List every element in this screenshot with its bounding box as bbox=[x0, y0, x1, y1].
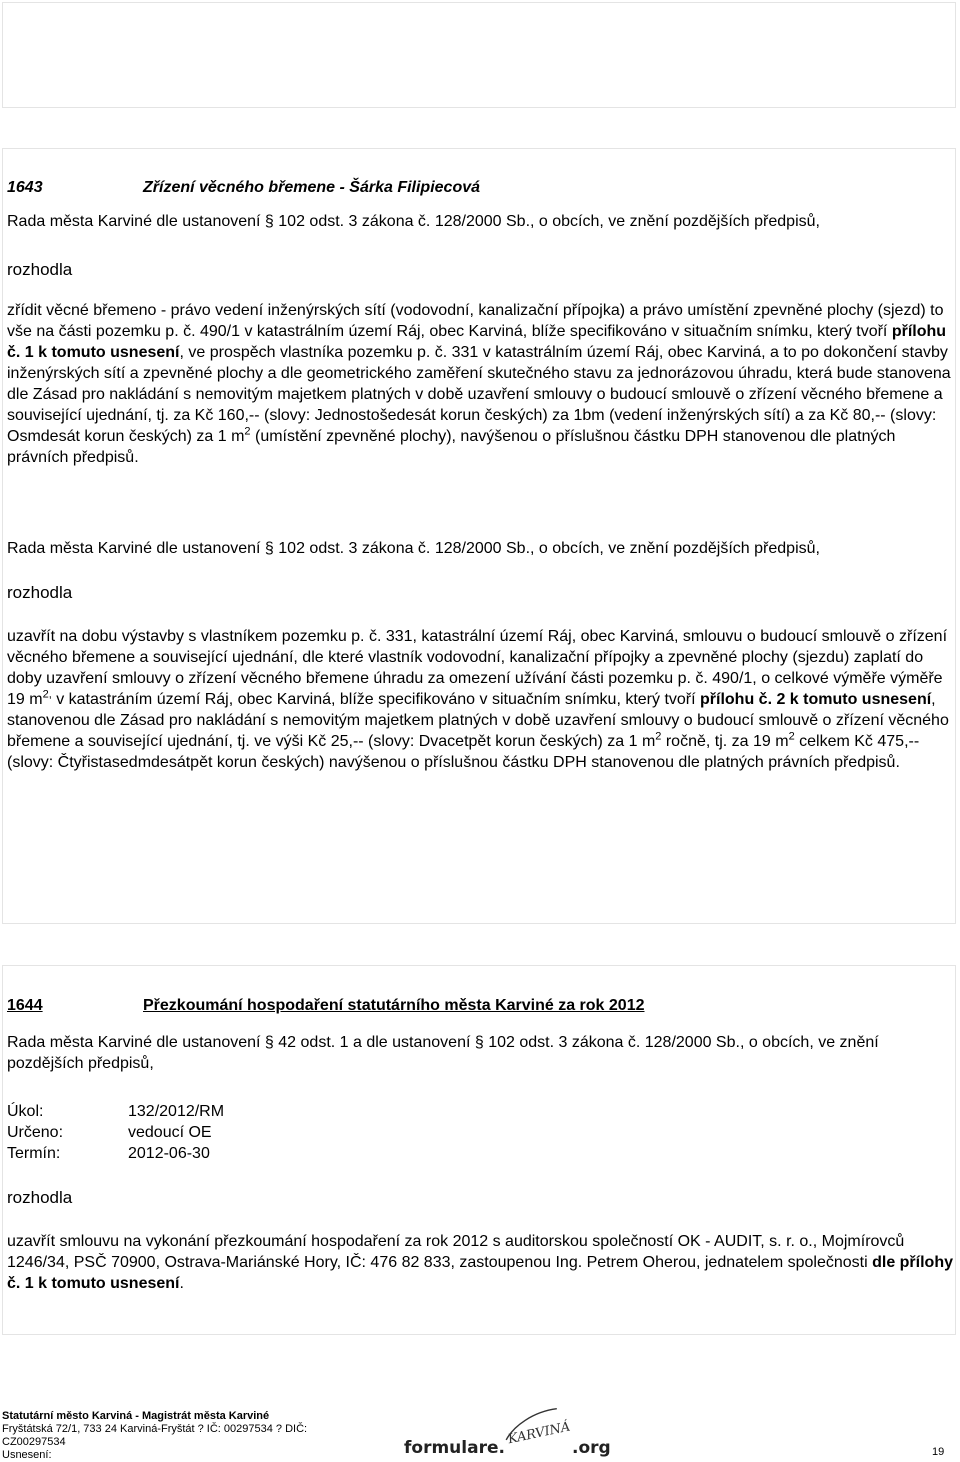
footer-address: Fryštátská 72/1, 733 24 Karviná-Fryštát ? IČ: 00297534 ? DIČ: CZ00297534 bbox=[2, 1423, 308, 1448]
logo-word-formulare: formulare. bbox=[404, 1438, 505, 1457]
resolution-paragraph: uzavřít smlouvu na vykonání přezkoumání hospodaření za rok 2012 s auditorskou společností OK - AUDIT, s. r. o., Mojmírovců 1246/34, PSČ 70900, Ostrava-Mariánské Hory, IČ: 476 82 833, zastoupenou Ing. Petrem Oherou, jednatelem společnosti dle přílohy č. 1 k tomuto usnesení. bbox=[7, 1233, 953, 1292]
section-1643-heading bbox=[7, 177, 480, 198]
resolution-paragraph-2: uzavřít na dobu výstavby s vlastníkem pozemku p. č. 331, katastrální území Ráj, obec Karviná, smlouvu o budoucí smlouvě o zřízení věcného břemene a související ujednání, dle které vlastník vodovodní, kanalizační přípojky a zpevněné plochy (sjezdu) zaplatí do doby uzavření smlouvy o zřízení věcného břemene úhradu za omezení užívání části pozemku p. č. 490/1, o celkové výměře výměře 19 $m^{2,}$ v katastráním území Ráj, obec Karviná, blíže specifikováno v situačním snímku, který tvoří přílohu č. 2 k tomuto usnesení, stanovenou dle Zásad pro nakládání s nemovitým majetkem platných v době uzavření smlouvy o budoucí smlouvě o zřízení věcného břemene a související ujednání, tj. ve výši Kč 25,-- (slovy: Dvacetpět korun českých) za 1 $m^2$ ročně, tj. za 19 $m^2$ celkem Kč 475,-- (slovy: Čtyřistasedmdesátpět korun českých) navýšenou o příslušnou částku DPH stanovenou dle platných právních předpisů. bbox=[7, 628, 949, 771]
attachment-reference: přílohu č. 1 k tomuto usnesení bbox=[7, 323, 947, 361]
section-1644-heading bbox=[7, 995, 645, 1016]
legal-basis: Rada města Karviné dle ustanovení § 42 odst. 1 a dle ustanovení § 102 odst. 3 zákona č. 128/2000 Sb., o obcích, ve znění pozdějších předpisů, bbox=[7, 1034, 879, 1072]
header-box bbox=[2, 2, 956, 108]
section-title: Přezkoumání hospodaření statutárního města Karviné za rok 2012 bbox=[143, 997, 645, 1014]
attachment-reference-2: přílohu č. 2 k tomuto usnesení bbox=[700, 691, 932, 708]
logo-word-org: .org bbox=[572, 1438, 611, 1457]
task-row: Určeno: vedoucí OE bbox=[7, 1124, 212, 1141]
section-number: 1644 bbox=[7, 997, 43, 1014]
page-number: 19 bbox=[932, 1446, 945, 1458]
decision-keyword: rozhodla bbox=[7, 1188, 73, 1207]
section-number: 1643 bbox=[7, 179, 43, 196]
decision-keyword: rozhodla bbox=[7, 260, 73, 279]
legal-basis-2: Rada města Karviné dle ustanovení § 102 odst. 3 zákona č. 128/2000 Sb., o obcích, ve znění pozdějších předpisů, bbox=[7, 540, 820, 557]
formulare-karvina-logo bbox=[402, 1407, 614, 1457]
section-title: Zřízení věcného břemene - Šárka Filipiecová bbox=[143, 179, 481, 196]
resolution-paragraph: zřídit věcné břemeno - právo vedení inženýrských sítí (vodovodní, kanalizační přípojka) a právo umístění zpevněné plochy (sjezd) to vše na části pozemku p. č. 490/1 v katastrálním území Ráj, obec Karviná, blíže specifikováno v situačním snímku, který tvoří přílohu č. 1 k tomuto usnesení, ve prospěch vlastníka pozemku p. č. 331 v katastrálním území Ráj, obec Karviná, a to po dokončení stavby inženýrských sítí a zpevněné plochy a dle geometrického zaměření skutečného stavu za jednorázovou úhradu, která bude stanovena dle Zásad pro nakládání s nemovitým majetkem platných v době uzavření smlouvy o budoucí smlouvě o zřízení věcného břemene a související ujednání, tj. za Kč 160,-- (slovy: Jednostošedesát korun českých) za 1bm (vedení inženýrských sítí) a za Kč 80,-- (slovy: Osmdesát korun českých) za 1 $m^2$ (umístění zpevněné plochy), navýšenou o příslušnou částku DPH stanovenou dle platných právních předpisů. bbox=[7, 302, 951, 466]
legal-basis: Rada města Karviné dle ustanovení § 102 odst. 3 zákona č. 128/2000 Sb., o obcích, ve znění pozdějších předpisů, bbox=[7, 213, 820, 230]
attachment-reference: dle přílohy č. 1 k tomuto usnesení bbox=[7, 1254, 953, 1292]
logo-word-karvina: KARVINÁ bbox=[506, 1419, 572, 1448]
task-info bbox=[7, 1101, 224, 1164]
footer-usneseni: Usnesení: bbox=[2, 1449, 52, 1461]
decision-keyword-2: rozhodla bbox=[7, 583, 73, 602]
task-row: Úkol: 132/2012/RM bbox=[7, 1103, 225, 1120]
footer bbox=[2, 1410, 332, 1462]
task-row: Termín: 2012-06-30 bbox=[7, 1145, 210, 1162]
footer-organization: Statutární město Karviná - Magistrát města Karviné bbox=[2, 1410, 270, 1422]
